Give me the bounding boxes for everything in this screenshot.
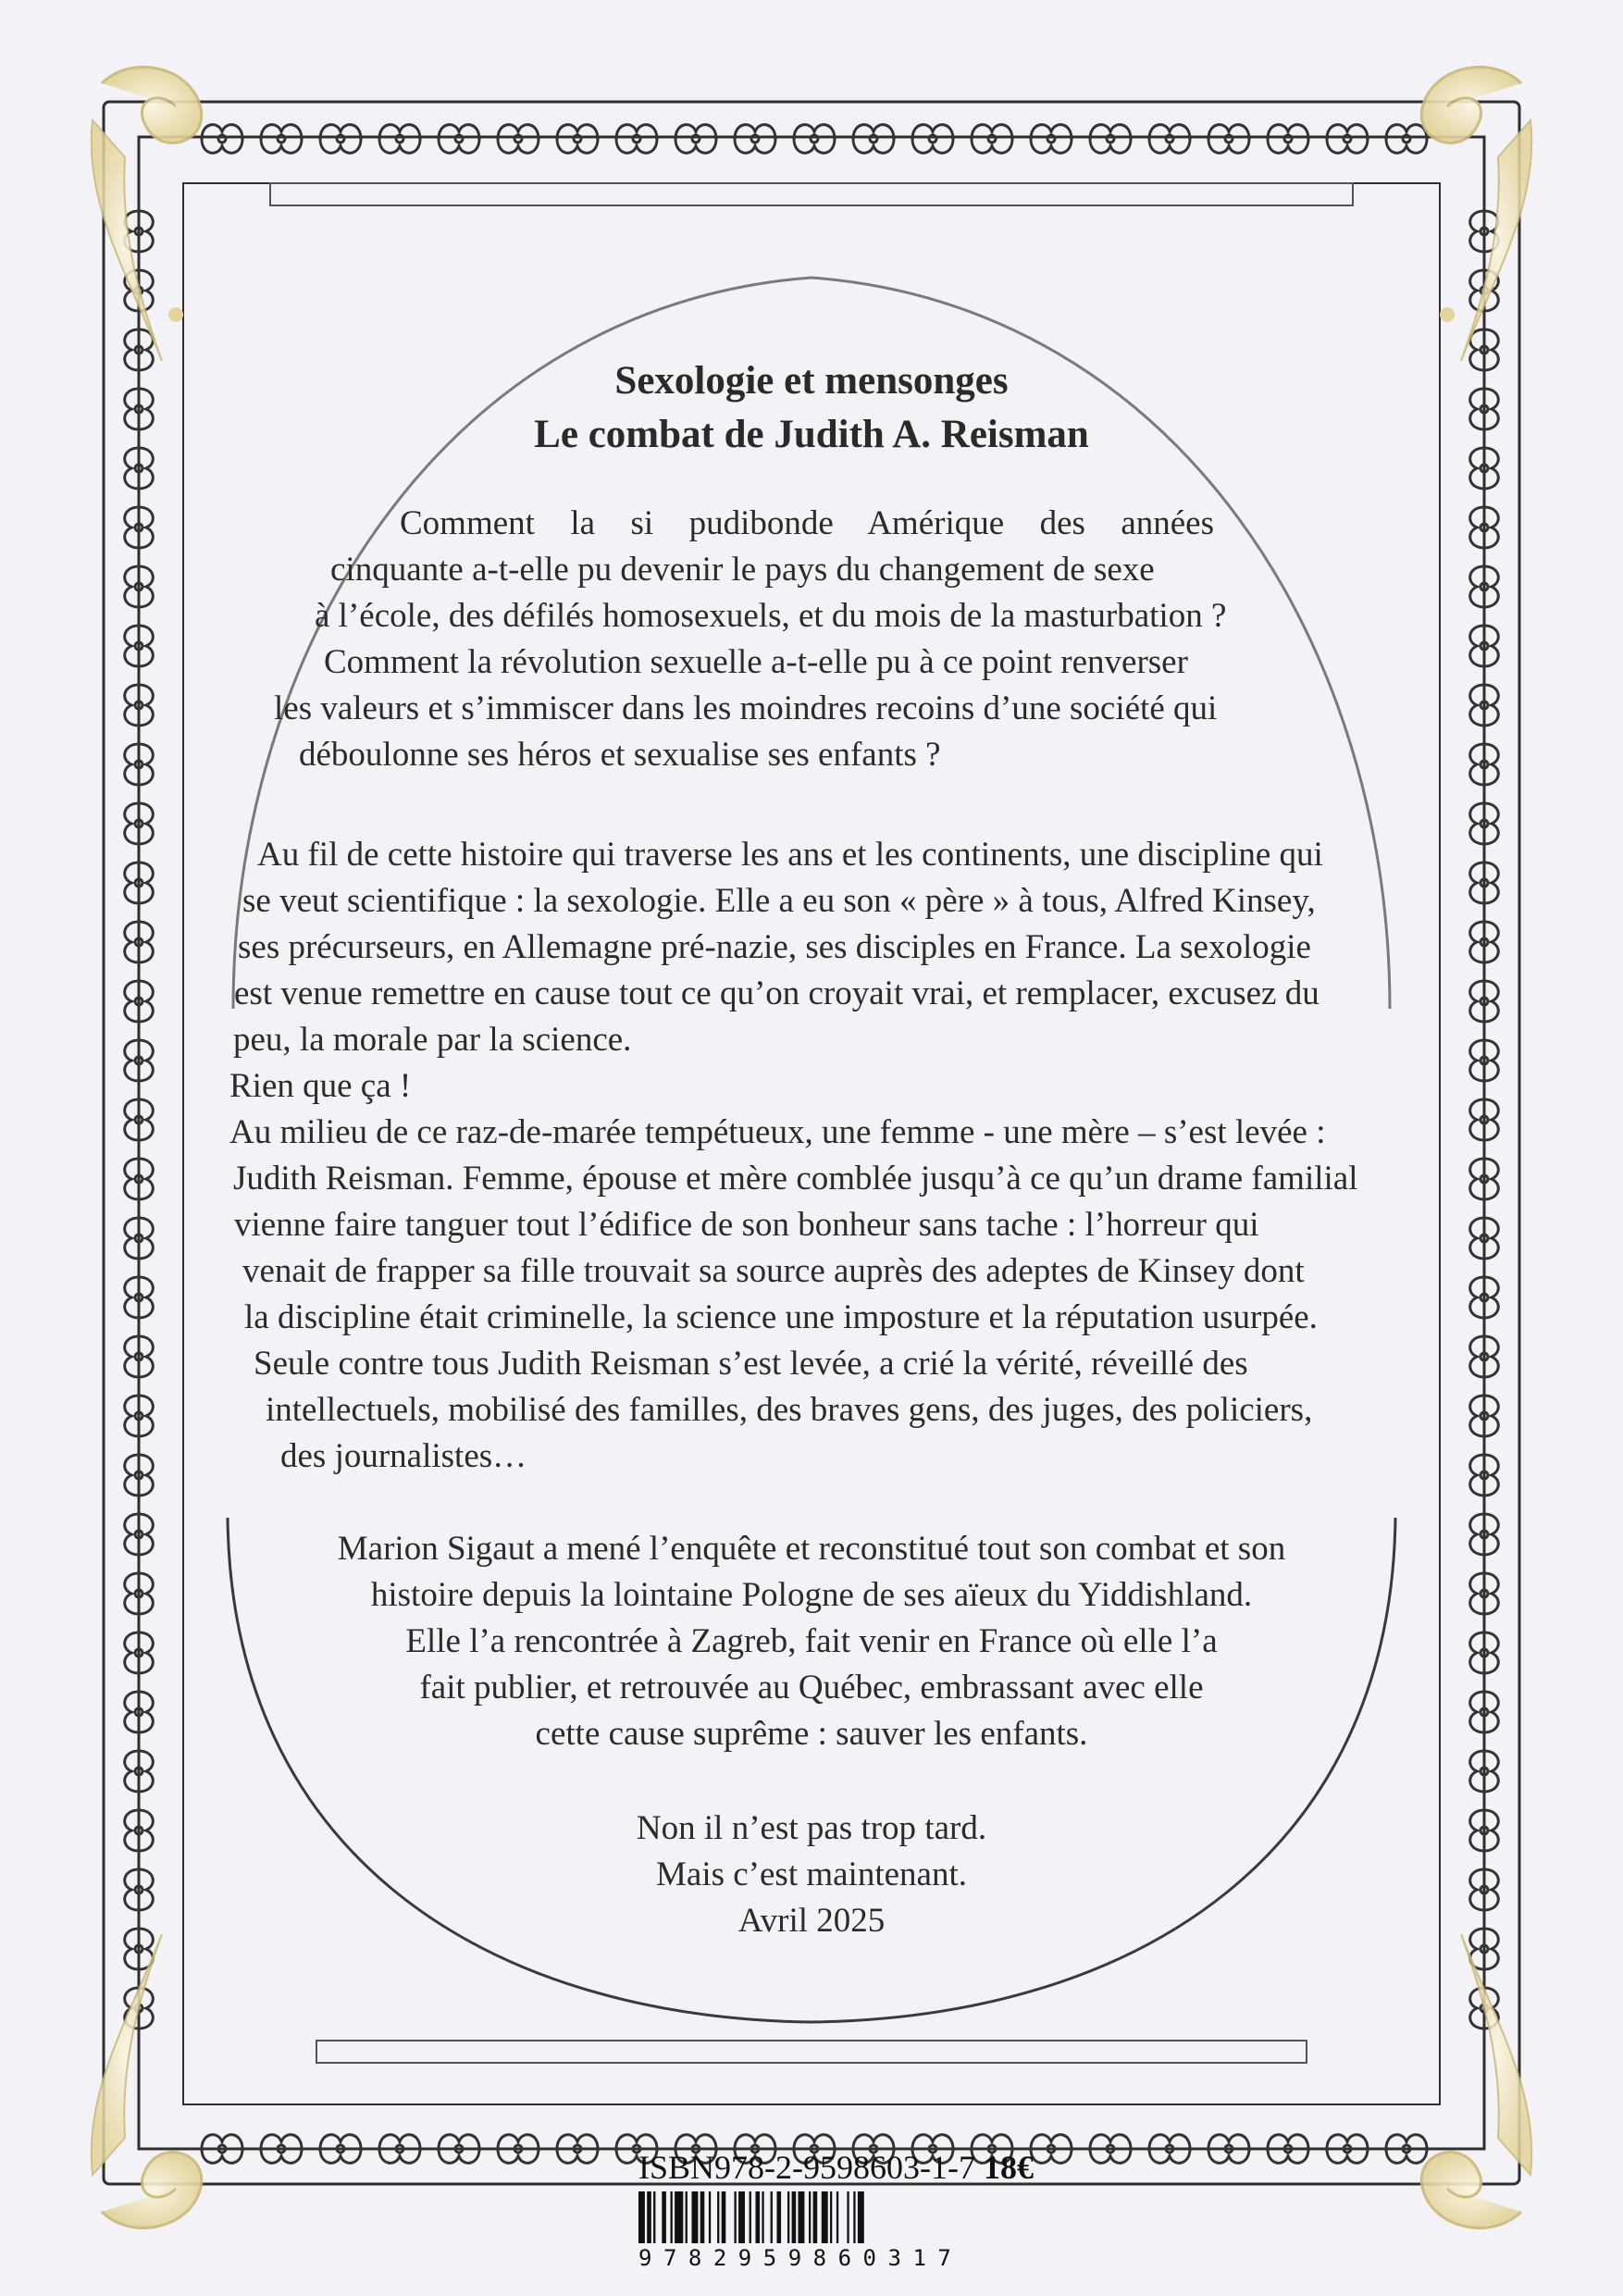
p3-line-3: Elle l’a rencontrée à Zagreb, fait venir en France où elle l’a bbox=[405, 1622, 1218, 1660]
p2-line-11: la discipline était criminelle, la science une imposture et la réputation usurpée. bbox=[244, 1298, 1318, 1336]
p1-line-2: cinquante a-t-elle pu devenir le pays du changement de sexe bbox=[330, 551, 1155, 589]
p1-line-5: les valeurs et s’immiscer dans les moindres recoins d’une société qui bbox=[274, 689, 1218, 727]
book-title-line-1: Sexologie et mensonges bbox=[614, 359, 1009, 403]
p2-line-12: Seule contre tous Judith Reisman s’est levée, a crié la vérité, réveillé des bbox=[254, 1345, 1248, 1383]
barcode-digits: 9782959860317 bbox=[638, 2245, 963, 2271]
p3-line-2: histoire depuis la lointaine Pologne de ses aïeux du Yiddishland. bbox=[370, 1576, 1253, 1614]
closing-line-2: Mais c’est maintenant. bbox=[656, 1855, 967, 1893]
p2-line-14: des journalistes… bbox=[280, 1437, 527, 1475]
p2-line-10: venait de frapper sa fille trouvait sa source auprès des adeptes de Kinsey dont bbox=[242, 1252, 1305, 1290]
closing-date: Avril 2025 bbox=[737, 1902, 886, 1940]
isbn-number: ISBN978-2-9598603-1-7 bbox=[638, 2149, 975, 2186]
p2-line-6: Rien que ça ! bbox=[229, 1067, 412, 1105]
p2-line-13: intellectuels, mobilisé des familles, des braves gens, des juges, des policiers, bbox=[266, 1391, 1313, 1429]
p1-line-6: déboulonne ses héros et sexualise ses enfants ? bbox=[299, 736, 941, 774]
p2-line-2: se veut scientifique : la sexologie. Elle a eu son « père » à tous, Alfred Kinsey, bbox=[242, 882, 1316, 920]
p2-line-4: est venue remettre en cause tout ce qu’on croyait vrai, et remplacer, excusez du bbox=[234, 974, 1319, 1012]
barcode bbox=[638, 2191, 864, 2243]
top-cartouche bbox=[270, 183, 1353, 205]
p2-line-9: vienne faire tanguer tout l’édifice de son bonheur sans tache : l’horreur qui bbox=[234, 1206, 1259, 1244]
p3-line-5: cette cause suprême : sauver les enfants. bbox=[535, 1715, 1088, 1753]
p1-line-3: à l’école, des défilés homosexuels, et du mois de la masturbation ? bbox=[315, 597, 1227, 635]
p2-line-7: Au milieu de ce raz-de-marée tempétueux, une femme - une mère – s’est levée : bbox=[229, 1113, 1326, 1151]
isbn-line bbox=[638, 2147, 1034, 2188]
p2-line-8: Judith Reisman. Femme, épouse et mère comblée jusqu’à ce qu’un drame familial bbox=[233, 1160, 1358, 1198]
p1-line-4: Comment la révolution sexuelle a-t-elle pu à ce point renverser bbox=[324, 643, 1188, 681]
top-scroll-band bbox=[202, 125, 1427, 154]
p1-line-1: Comment la si pudibonde Amérique des années bbox=[400, 504, 1214, 542]
p3-line-4: fait publier, et retrouvée au Québec, embrassant avec elle bbox=[419, 1669, 1204, 1706]
corner-ornament-top-left bbox=[92, 68, 202, 361]
p2-line-3: ses précurseurs, en Allemagne pré-nazie, ses disciples en France. La sexologie bbox=[238, 928, 1311, 966]
bottom-cartouche bbox=[316, 2041, 1307, 2063]
p2-line-1: Au fil de cette histoire qui traverse les ans et les continents, une discipline qui bbox=[257, 836, 1323, 874]
p2-line-5: peu, la morale par la science. bbox=[233, 1021, 632, 1059]
price: 18€ bbox=[983, 2149, 1034, 2186]
book-title-line-2: Le combat de Judith A. Reisman bbox=[534, 413, 1089, 456]
p3-line-1: Marion Sigaut a mené l’enquête et reconstitué tout son combat et son bbox=[337, 1530, 1286, 1568]
closing-line-1: Non il n’est pas trop tard. bbox=[636, 1809, 987, 1847]
corner-ornament-top-right bbox=[1421, 68, 1531, 361]
